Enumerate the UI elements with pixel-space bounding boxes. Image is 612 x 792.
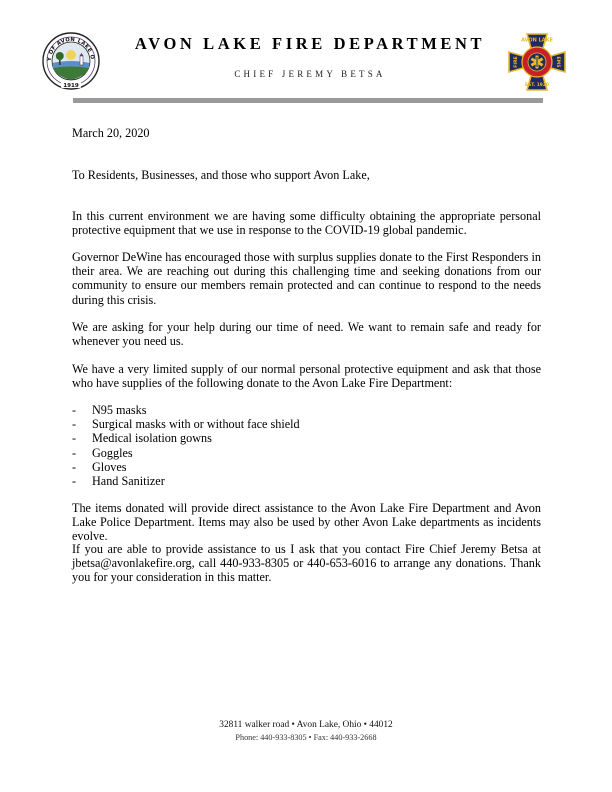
dash-bullet: -: [72, 474, 77, 489]
paragraph-donation-use: [72, 501, 541, 544]
list-item-text: N95 masks: [92, 403, 147, 417]
city-seal-year: 1919: [63, 83, 79, 89]
dash-bullet: -: [72, 403, 77, 417]
paragraph-text: We are asking for your help during our time of need. We want to remain safe and ready for whenever you need us.: [72, 320, 541, 349]
paragraph-asking-help: [72, 320, 541, 348]
list-item-text: Goggles: [92, 445, 133, 460]
paragraph-text: In this current environment we are having some difficulty obtaining the appropriate personal protective equipment that we use in response to the COVID-19 global pandemic.: [72, 209, 541, 238]
badge-text-bottom: EST. 1920: [525, 83, 549, 88]
list-item: [72, 403, 472, 417]
salutation-text: To Residents, Businesses, and those who support Avon Lake,: [72, 168, 370, 182]
paragraph-limited-supply: [72, 362, 541, 390]
letter-salutation: [72, 168, 541, 182]
requested-items-list: [72, 403, 472, 488]
paragraph-text: We have a very limited supply of our normal personal protective equipment and ask that those who have supplies of the following donate to the Avon Lake Fire Department:: [72, 362, 541, 391]
dash-bullet: -: [72, 445, 77, 460]
fire-department-badge-logo: [505, 30, 569, 94]
list-item: [72, 474, 472, 488]
footer-phone-fax: Phone: 440-933-8305 • Fax: 440-933-2668: [235, 733, 377, 742]
paragraph-contact-info: [72, 542, 541, 585]
dash-bullet: -: [72, 431, 77, 446]
department-name: AVON LAKE FIRE DEPARTMENT: [134, 34, 486, 53]
badge-text-left: FIRE: [514, 56, 519, 68]
paragraph-text: The items donated will provide direct assistance to the Avon Lake Fire Department and Avon Lake Police Department. Items may also be used by other Avon Lake departments as incidents evolve.: [72, 501, 541, 544]
city-seal-text: Y OF AVON LAKE O: [46, 36, 96, 62]
letter-date: [72, 126, 541, 140]
badge-text-top: AVON LAKE: [521, 37, 553, 44]
dash-bullet: -: [72, 417, 77, 432]
list-item-text: Surgical masks with or without face shield: [92, 417, 300, 432]
paragraph-governor-dewine: [72, 250, 541, 307]
list-item: [72, 431, 472, 445]
chief-name-line: CHIEF JEREMY BETSA: [234, 69, 386, 79]
header-divider: [73, 98, 543, 103]
list-item: [72, 460, 472, 474]
footer-address: 32811 walker road • Avon Lake, Ohio • 44012: [219, 720, 393, 730]
list-item-text: Hand Sanitizer: [92, 474, 165, 489]
letter-date-text: March 20, 2020: [72, 126, 150, 140]
paragraph-covid-ppe: [72, 209, 541, 237]
list-item: [72, 446, 472, 460]
list-item: [72, 417, 472, 431]
list-item-text: Medical isolation gowns: [92, 431, 212, 446]
dash-bullet: -: [72, 459, 77, 474]
paragraph-text: Governor DeWine has encouraged those with surplus supplies donate to the First Responders in their area. We are reaching out during this challenging time and seeking donations from our community to ensure our members remain protected and can continue to respond to the needs during this crisis.: [72, 250, 541, 307]
city-seal-logo: [42, 32, 100, 90]
badge-text-right: EMS: [555, 56, 560, 68]
list-item-text: Gloves: [92, 459, 127, 474]
paragraph-text: If you are able to provide assistance to us I ask that you contact Fire Chief Jeremy Betsa at jbetsa@avonlakefire.org, call 440-933-8305 or 440-653-6016 to arrange any donations. Thank you for your consideration in this matter.: [72, 542, 541, 585]
